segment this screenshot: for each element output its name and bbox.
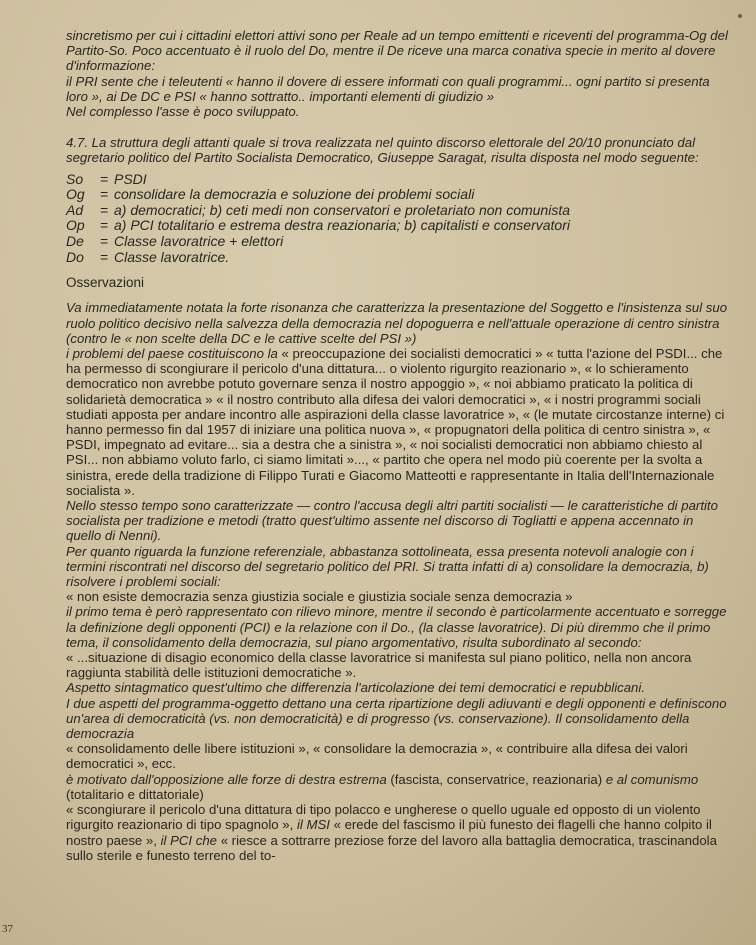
quoted-text: « scongiurare il pericolo d'una dittatura di tipo polacco e ungherese o quello uguale ed opposto di un violento rigurgito reazionario di tipo spagnolo », <box>66 802 701 833</box>
actant-key: Do <box>66 248 84 265</box>
commentary-text: il MSI <box>296 817 334 833</box>
actant-key: Og <box>66 186 85 203</box>
observation-paragraph: Va immediatamente notata la forte risonanza che caratterizza la presentazione del Soggetto e l'insistenza sul suo ruolo politico decisivo nella salvezza della democrazia nel dopoguerra e nell'attuale operazione di centro sinistra (contro le « non scelte della DC e le cattive scelte del PSI ») <box>66 300 728 346</box>
observations-body <box>66 300 730 863</box>
commentary-text: i problemi del paese costituiscono la <box>66 346 282 361</box>
quoted-text: « preoccupazione dei socialisti democratici » « tutta l'azione del PSDI... che ha permesso di scongiurare il pericolo d'una dittatura... o violento rigurgito reazionario », « lo schieramento democratico non avrebbe potuto governare senza il nostro appoggio », « noi abbiamo praticato la politica di solidarietà democratica » « il nostro contributo alla difesa dei valori democratici », « i nostri programmi sociali studiati apposta per andare incontro alle aspirazioni della classe lavoratrice », « (le mutate circostanze interne) ci hanno permesso fin dal 1957 di iniziare una politica nuova », « propugnatori della politica di centro sinistra », « PSDI, impegnato ad evitare... sia a destra che a sinistra », « noi socialisti democratici non abbiamo chiesto al PSI... non abbiamo voluto farlo, ci siamo limitati »..., « partito che opera nel modo più coerente per la svolta a sinistra, erede della tradizione di Filippo Turati e Giacomo Matteotti e rappresentante in Italia dell'Internazionale socialista ». <box>66 346 725 498</box>
actant-value: a) democratici; b) ceti medi non conservatori e proletariato non comunista <box>114 201 570 218</box>
intro-block <box>66 28 730 119</box>
intro-paragraph: sincretismo per cui i cittadini elettori attivi sono per Reale ad un tempo emittenti e riceventi del programma-Og del Partito-So. Poco accentuato è il ruolo del Do, mentre il De riceve una marca conativa specie in merito al dovere d'informazione: <box>66 28 728 74</box>
actant-key: So <box>66 170 84 187</box>
equals-sign: = <box>99 201 109 218</box>
actant-row <box>66 172 730 188</box>
actant-value: Classe lavoratrice + elettori <box>114 233 284 249</box>
observation-paragraph: I due aspetti del programma-oggetto dettano una certa ripartizione degli adiuvanti e degli opponenti e definiscono un'area di democraticità (vs. non democraticità) e di progresso (vs. conservazione). Il consolidamento della democrazia <box>66 695 727 742</box>
observations-heading: Osservazioni <box>66 275 145 291</box>
commentary-text: il PCI che <box>160 832 221 848</box>
intro-quote-line: il PRI sente che i teleutenti « hanno il dovere di essere informati con quali programmi... ogni partito si presenta loro », ai De DC e PSI « hanno sottratto.. importanti elementi di giudizio » <box>66 73 710 104</box>
equals-sign: = <box>99 170 109 187</box>
actant-row <box>66 218 730 234</box>
observation-paragraph: Nello stesso tempo sono caratterizzate — contro l'accusa degli altri partiti socialisti — le caratteristiche di partito socialista per tradizione e metodi (tratto quest'ultimo assente nel discorso di Togliatti e appena accennato in quello di Nenni). <box>66 498 718 544</box>
actant-list <box>66 172 730 266</box>
equals-sign: = <box>99 248 109 265</box>
actant-value: Classe lavoratrice. <box>114 248 230 265</box>
observation-paragraph: il primo tema è però rappresentato con rilievo minore, mentre il secondo è particolarmente accentuato e sorregge la definizione degli opponenti (PCI) e la relazione con il Do., (la classe lavoratrice). Di più diremmo che il primo tema, il consolidamento della democrazia, sul piano argomentativo, risulta subordinato al secondo: <box>66 604 727 650</box>
page-number: 37 <box>2 923 13 935</box>
observation-paragraph: Per quanto riguarda la funzione referenziale, abbastanza sottolineata, essa presenta notevoli analogie con i termini riscontrati nel discorso del segretario politico del PRI. Si tratta infatti di a) consolidare la democrazia, b) risolvere i problemi sociali: <box>66 543 709 590</box>
actant-key: Op <box>66 217 85 234</box>
actant-row <box>66 234 730 250</box>
actant-value: a) PCI totalitario e estrema destra reazionaria; b) capitalisti e conservatori <box>114 217 570 234</box>
actant-row <box>66 203 730 219</box>
paper-speck <box>738 14 742 18</box>
actant-value: consolidare la democrazia e soluzione dei problemi sociali <box>114 186 475 203</box>
observation-paragraph <box>66 346 730 498</box>
quoted-text: (fascista, conservatrice, reazionaria) <box>390 771 606 787</box>
observation-paragraph: « consolidamento delle libere istituzioni », « consolidare la democrazia », « contribuire alla difesa dei valori democratici », ecc. <box>66 741 688 772</box>
quoted-text: (totalitario e dittatoriale) <box>66 786 204 802</box>
quoted-text: « erede del fascismo il più funesto dei flagelli che hanno colpito il nostro paese », <box>66 817 712 848</box>
actant-row <box>66 187 730 203</box>
equals-sign: = <box>99 217 109 234</box>
section-4-7: 4.7. La struttura degli attanti quale si trova realizzata nel quinto discorso elettorale del 20/10 pronunciato dal segretario politico del Partito Socialista Democratico, Giuseppe Saragat, risulta disposta nel modo seguente: <box>66 135 699 166</box>
observation-paragraph: « non esiste democrazia senza giustizia sociale e giustizia sociale senza democrazia » <box>66 589 573 605</box>
observation-paragraph: Aspetto sintagmatico quest'ultimo che differenzia l'articolazione dei temi democratici e repubblicani. <box>66 680 645 696</box>
actant-row <box>66 250 730 266</box>
observation-paragraph: « ...situazione di disagio economico della classe lavoratrice si manifesta sul piano politico, nella non ancora raggiunta stabilità delle istituzioni democratiche ». <box>66 650 692 681</box>
actant-key: Ad <box>66 201 84 218</box>
equals-sign: = <box>99 233 109 249</box>
commentary-text: e al comunismo <box>605 771 699 787</box>
equals-sign: = <box>99 186 109 203</box>
actant-key: De <box>66 233 84 249</box>
quoted-text: « riesce a sottrarre preziose forze del lavoro alla battaglia democratica, trascinandola sullo sterile e funesto terreno del to- <box>66 832 717 863</box>
observation-paragraph <box>66 772 730 802</box>
intro-conclusion: Nel complesso l'asse è poco sviluppato. <box>66 104 300 120</box>
document-page <box>66 28 730 863</box>
observation-paragraph <box>66 802 730 863</box>
actant-value: PSDI <box>114 170 147 187</box>
commentary-text: è motivato dall'opposizione alle forze di destra estrema <box>66 771 391 787</box>
